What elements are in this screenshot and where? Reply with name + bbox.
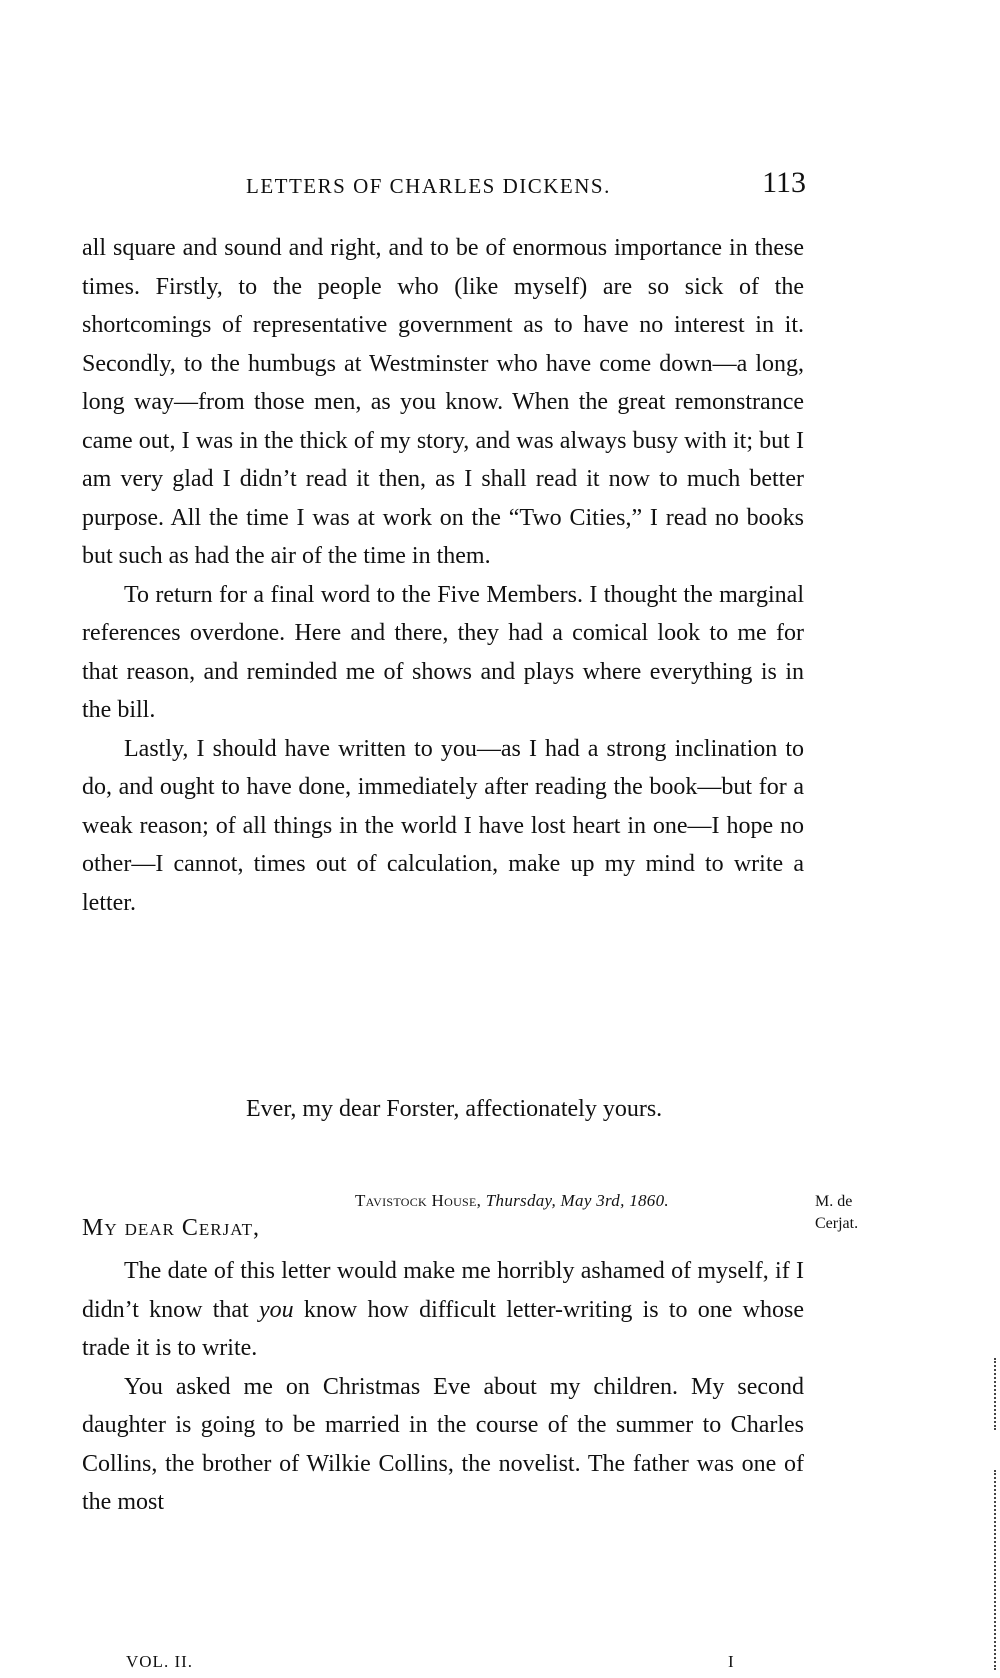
scan-edge-mark (994, 1358, 998, 1430)
forster-letter-text (82, 229, 804, 922)
paragraph-text-start: The date of this letter would make me horribly ashamed of myself, if I didn’t know that (82, 1258, 804, 1323)
paragraph-lastly: Lastly, I should have written to you—as I had a strong inclination to do, and ought to have done, immediately after reading the book—but for a weak reason; of all things in the world I have lost heart in one—I hope no other—I cannot, times out of calculation, make up my mind to write a letter. (82, 735, 804, 916)
emphasis-you: you (258, 1296, 294, 1323)
paragraph-text-end: know how difficult letter-writing is to one whose trade it is to write. (82, 1296, 804, 1361)
margin-note-line-1: M. de (815, 1193, 853, 1210)
paragraph-continuation: all square and sound and right, and to be of enormous importance in these times. Firstly, to the people who (like myself) are so sick of the shortcomings of representative government as to have no interest in it. Secondly, to the humbugs at Westminster who have come down—a long, long way—from those men, as you know. When the great remonstrance came out, I was in the thick of my story, and was always busy with it; but I am very glad I didn’t read it then, as I shall read it now to much better purpose. All the time I was at work on the “Two Cities,” I read no books but such as had the air of the time in them. (82, 235, 804, 569)
running-head (86, 166, 806, 206)
letter-closing: Ever, my dear Forster, affectionately yours. (246, 1096, 663, 1122)
cerjat-letter-text (82, 1252, 804, 1522)
scan-edge-mark (994, 1470, 998, 1670)
dateline-place: Tavistock House, (355, 1191, 482, 1210)
letter-salutation: My dear Cerjat, (82, 1215, 261, 1241)
paragraph-date-of-letter (82, 1252, 804, 1368)
paragraph-children: You asked me on Christmas Eve about my children. My second daughter is going to be married in the course of the summer to Charles Collins, the brother of Wilkie Collins, the novelist. The father was one of the most (82, 1373, 804, 1515)
volume-signature: VOL. II. (126, 1652, 194, 1671)
letter-dateline (355, 1191, 669, 1211)
margin-note-line-2: Cerjat. (815, 1215, 859, 1232)
paragraph-five-members: To return for a final word to the Five Members. I thought the marginal references overdone. Here and there, they had a comical look to me for that reason, and reminded me of shows and plays where everything is in the bill. (82, 581, 804, 723)
gathering-signature: I (728, 1652, 734, 1671)
page-number: 113 (762, 166, 806, 199)
dateline-date: Thursday, May 3rd, 1860. (485, 1191, 669, 1210)
margin-note (815, 1191, 858, 1235)
running-title: LETTERS OF CHARLES DICKENS. (246, 174, 611, 198)
